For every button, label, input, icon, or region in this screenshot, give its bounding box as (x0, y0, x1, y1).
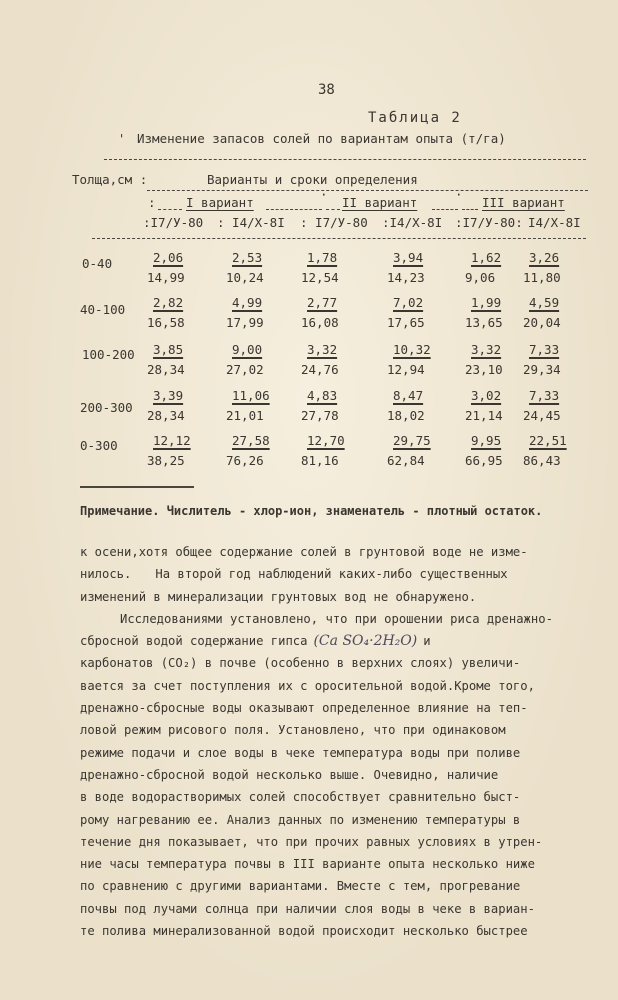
table-cell: $\frac{1,78}{12,54}$ (301, 250, 339, 285)
depth-label: 0-40 (82, 256, 113, 271)
table-cell: $\frac{4,83}{27,78}$ (301, 388, 339, 423)
table-cell: $\frac{27,58}{76,26}$ (226, 433, 270, 468)
table-cell: $\frac{7,02}{17,65}$ (387, 295, 425, 330)
table-cell: $\frac{2,06}{14,99}$ (147, 250, 185, 285)
text-line: ние часы температура почвы в III варианте опыта несколько ниже (80, 857, 535, 872)
table-cell: $\frac{1,99}{13,65}$ (465, 295, 503, 330)
page-number: 38 (318, 82, 335, 98)
handwritten-formula: (Ca SO₄·2H₂O) (313, 633, 418, 650)
table-cell: $\frac{3,32}{23,10}$ (465, 342, 503, 377)
date-column-header: :I7/У-80 (143, 215, 204, 230)
table-cell: $\frac{22,51}{86,43}$ (523, 433, 567, 468)
table-cell: $\frac{29,75}{62,84}$ (387, 433, 431, 468)
text-line: Исследованиями установлено, что при орошении риса дренажно- (120, 611, 553, 626)
table-end-rule (80, 486, 194, 488)
table-cell: $\frac{9,95}{66,95}$ (465, 433, 503, 468)
table-cell: $\frac{8,47}{18,02}$ (387, 388, 425, 423)
margin-mark: ' (118, 132, 126, 146)
table-cell: $\frac{3,26}{11,80}$ (523, 250, 561, 285)
header-bottom-rule (92, 238, 586, 239)
table-cell: $\frac{7,33}{29,34}$ (523, 342, 561, 377)
depth-label: 200-300 (80, 400, 133, 415)
table-cell: $\frac{10,32}{12,94}$ (387, 342, 431, 377)
text-line: сбросной водой содержание гипса (Ca SO₄·2H₂O) и (80, 630, 600, 652)
table-cell: $\frac{4,59}{20,04}$ (523, 295, 561, 330)
text-line: те полива минерализованной водой происходит несколько быстрее (80, 924, 528, 939)
text-line: вается за счет поступления их с оросительной водой.Кроме того, (80, 678, 535, 693)
table-cell: $\frac{11,06}{21,01}$ (226, 388, 270, 423)
table-cell: $\frac{2,82}{16,58}$ (147, 295, 185, 330)
text-line: режиме подачи и слое воды в чеке температура воды при поливе (80, 745, 521, 760)
date-column-header: : I7/У-80 (300, 215, 368, 230)
depth-column-header: Толща,см : (72, 172, 148, 187)
text-line: нилось. На второй год наблюдений каких-либо существенных (80, 567, 508, 582)
document-page: 38 Таблица 2 ' Изменение запасов солей по вариантам опыта (т/га) Толща,см : Варианты и сроки определения : I вариант · II вариант · III вариант :I7/У-80 : I4/X-8I : I7/У-80 :I4/X-8I :I7/У-80: I4/X-8I 0-40 40-100 100-200 200-300 0-300 $\frac{2,06}{14,99}$ $\frac{2,53}{10,24}$ $\frac{1,78}{12,54}$ $\frac{3,94}{14,23}$ $\frac{1,62}{9,06}$ $\frac{3,26}{11,80}$ $\frac{2,82}{16,58}$ $\frac{4,99}{17,99}$ $\frac{2,77}{16,08}$ $\frac{7,02}{17,65}$ $\frac{1,99}{13,65}$ $\frac{4,59}{20,04}$ $\frac{3,85}{28,34}$ $\frac{9,00}{27,02}$ $\frac{3,32}{24,76}$ $\frac{10,32}{12,94}$ $\frac{3,32}{23,10}$ $\frac{7,33}{29,34}$ $\frac{3,39}{28,34}$ $\frac{11,06}{21,01}$ $\frac{4,83}{27,78}$ $\frac{8,47}{18,02}$ $\frac{3,02}{21,14}$ $\frac{7,33}{24,45}$ $\frac{12,12}{38,25}$ $\frac{27,58}{76,26}$ $\frac{12,70}{81,16}$ $\frac{29,75}{62,84}$ $\frac{9,95}{66,95}$ $\frac{22,51}{86,43}$ Примечание. Числитель - хлор-ион, знаменатель - плотный остаток. к осени,хотя общее содержание солей в грунтовой воде не изме- нилось. На второй год наблюдений каких-либо существенных изменений в минерализации грунтовых вод не обнаружено. Исследованиями установлено, что при орошении риса дренажно- сбросной водой содержание гипса (Ca SO₄·2H₂O) и карбонатов (CO₂) в почве (особенно в верхних слоях) увеличи- вается за счет поступления их с оросительной водой.Кроме того, дренажно-сбросные воды оказывают определенное влияние на теп- ловой режим рисового поля. Установлено, что при одинаковом режиме подачи и слое воды в чеке температура воды при поливе дренажно-сбросной водой несколько выше. Очевидно, наличие в воде водорастворимых солей способствует сравнительно быст- рому нагреванию ее. Анализ данных по изменению температуры в течение дня показывает, что при прочих равных условиях в утрен- ние часы температура почвы в III варианте опыта несколько ниже по сравнению с другими вариантами. Вместе с тем, прогревание почвы под лучами солнца при наличии слоя воды в чеке в вариан- те полива минерализованной водой происходит несколько быстрее (0, 0, 618, 1000)
date-column-header: I4/X-8I (528, 215, 581, 230)
variant-2-header: II вариант (342, 195, 418, 210)
date-column-header: : I4/X-8I (217, 215, 285, 230)
text-line: течение дня показывает, что при прочих равных условиях в утрен- (80, 834, 543, 849)
table-cell: $\frac{9,00}{27,02}$ (226, 342, 264, 377)
date-column-header: :I7/У-80: (455, 215, 523, 230)
text-line: в воде водорастворимых солей способствует сравнительно быст- (80, 790, 521, 805)
group-header-rule (147, 190, 588, 191)
table-cell: $\frac{1,62}{9,06}$ (465, 250, 502, 285)
table-cell: $\frac{12,12}{38,25}$ (147, 433, 191, 468)
date-column-header: :I4/X-8I (382, 215, 443, 230)
text-line: дренажно-сбросной водой несколько выше. Очевидно, наличие (80, 767, 499, 782)
table-cell: $\frac{4,99}{17,99}$ (226, 295, 264, 330)
variant-1-header: I вариант (186, 195, 254, 210)
table-cell: $\frac{7,33}{24,45}$ (523, 388, 561, 423)
text-line: к осени,хотя общее содержание солей в грунтовой воде не изме- (80, 545, 528, 559)
text-line: рому нагреванию ее. Анализ данных по изменению температуры в (80, 812, 521, 827)
body-paragraphs (80, 541, 600, 942)
table-cell: $\frac{12,70}{81,16}$ (301, 433, 345, 468)
text-line: дренажно-сбросные воды оказывают определенное влияние на теп- (80, 701, 528, 716)
table-cell: $\frac{3,02}{21,14}$ (465, 388, 503, 423)
variants-group-header: Варианты и сроки определения (207, 172, 418, 187)
table-cell: $\frac{2,53}{10,24}$ (226, 250, 264, 285)
text-line: по сравнению с другими вариантами. Вместе с тем, прогревание (80, 879, 521, 894)
table-caption: Таблица 2 (368, 110, 462, 126)
text-line: карбонатов (CO₂) в почве (особенно в верхних слоях) увеличи- (80, 656, 521, 671)
table-cell: $\frac{3,94}{14,23}$ (387, 250, 425, 285)
variant-separator: · (320, 187, 328, 202)
table-cell: $\frac{3,32}{24,76}$ (301, 342, 339, 377)
text-line: изменений в минерализации грунтовых вод не обнаружено. (80, 589, 477, 604)
table-cell: $\frac{3,39}{28,34}$ (147, 388, 185, 423)
text-line: почвы под лучами солнца при наличии слоя воды в чеке в вариан- (80, 901, 535, 916)
variant-separator: · (455, 187, 463, 202)
table-cell: $\frac{2,77}{16,08}$ (301, 295, 339, 330)
variant-3-header: III вариант (482, 195, 565, 210)
header-top-rule (104, 159, 586, 160)
text-line: ловой режим рисового поля. Установлено, что при одинаковом (80, 723, 506, 738)
table-cell: $\frac{3,85}{28,34}$ (147, 342, 185, 377)
depth-label: 0-300 (80, 438, 118, 453)
depth-label: 100-200 (82, 347, 135, 362)
table-note: Примечание. Числитель - хлор-ион, знаменатель - плотный остаток. (80, 504, 543, 518)
depth-label: 40-100 (80, 302, 126, 317)
table-title: Изменение запасов солей по вариантам опыта (т/га) (137, 131, 506, 146)
